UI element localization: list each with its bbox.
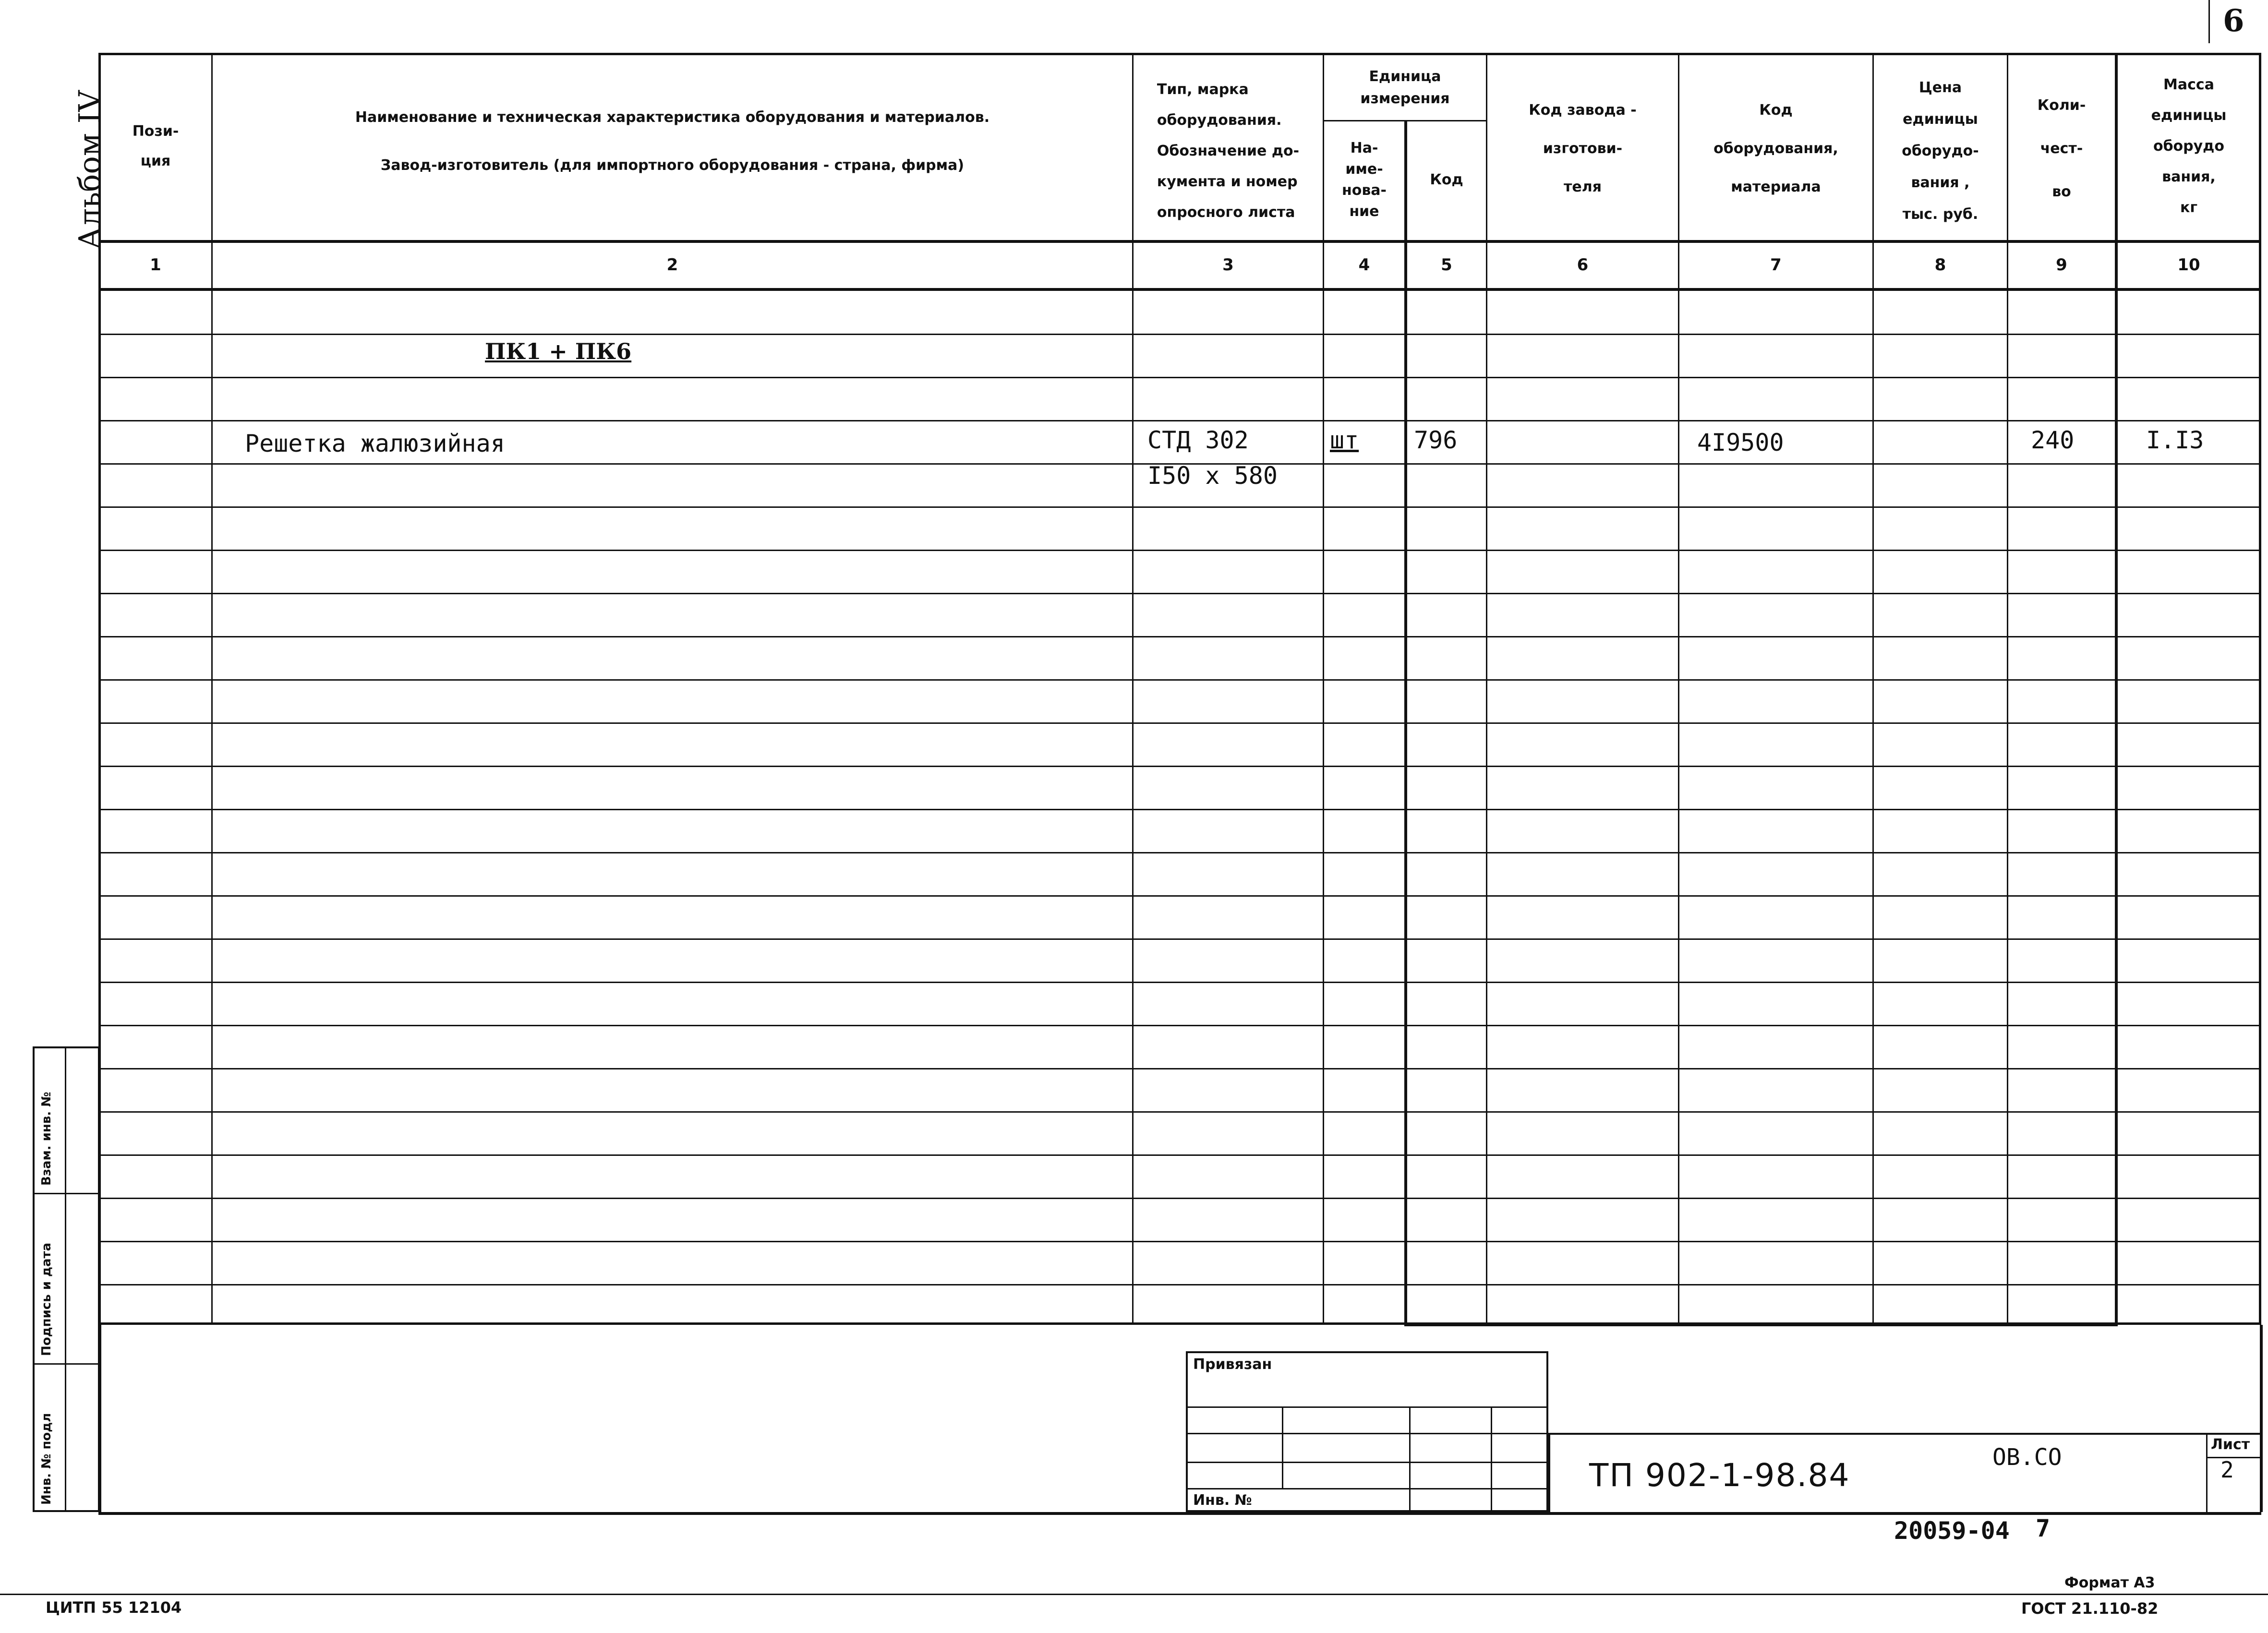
item-equipment-code: 4I9500 xyxy=(1697,429,1784,456)
header-type: Тип, марка оборудования. Обозначение до- кумента и номер опросного листа xyxy=(1157,81,1300,221)
binding-privyazan: Привязан xyxy=(1193,1356,1272,1373)
table-row-line xyxy=(98,679,2261,681)
table-row-line xyxy=(98,334,2261,335)
item-type-line1: СТД 302 xyxy=(1147,426,1249,454)
binding-inv-no: Инв. № xyxy=(1193,1492,1252,1509)
table-row-line xyxy=(98,982,2261,983)
table-row-line xyxy=(98,809,2261,810)
header-equipment-code: Код оборудования, материала xyxy=(1713,102,1838,195)
table-row-line xyxy=(98,1154,2261,1156)
colnum-bottom-line xyxy=(98,288,2261,291)
table-row-line xyxy=(98,550,2261,551)
header-mass: Масса единицы оборудо вания, кг xyxy=(2151,76,2227,216)
colnum-3: 3 xyxy=(1222,255,1234,275)
item-unit-name: шт xyxy=(1330,426,1359,454)
header-quantity: Коли- чест- во xyxy=(2037,97,2086,200)
binding-line-3 xyxy=(1186,1462,1548,1463)
doc-code: ОВ.СО xyxy=(1992,1444,2062,1471)
binding-vline-2 xyxy=(1409,1406,1411,1512)
header-unit-group: Единица измерения xyxy=(1360,68,1450,107)
header-maker-code: Код завода - изготови- теля xyxy=(1529,102,1637,195)
table-row-line xyxy=(98,1198,2261,1199)
side-inv-label: Инв. № подл xyxy=(39,1413,54,1505)
sheet-divider xyxy=(2206,1433,2208,1512)
section-title: ПК1 + ПК6 xyxy=(485,338,632,364)
binding-line-4 xyxy=(1186,1488,1548,1489)
side-vzam-label: Взам. инв. № xyxy=(39,1092,54,1186)
page-corner-number: 6 xyxy=(2223,3,2244,39)
archive-number: 20059-04 xyxy=(1894,1517,2010,1545)
table-row-line xyxy=(98,636,2261,637)
header-price: Цена единицы оборудо- вания , тыс. руб. xyxy=(1902,79,1979,223)
side-stamp-divider xyxy=(65,1046,66,1512)
colnum-4: 4 xyxy=(1358,255,1370,275)
header-unit-name: На- име- нова- ние xyxy=(1341,140,1387,220)
gost-label: ГОСТ 21.110-82 xyxy=(2021,1599,2159,1618)
album-label: Альбом IV xyxy=(72,90,107,250)
colnum-1: 1 xyxy=(150,255,161,275)
colnum-6: 6 xyxy=(1577,255,1589,275)
colnum-2: 2 xyxy=(666,255,678,275)
binding-vline-1 xyxy=(1282,1406,1283,1488)
table-row-line xyxy=(98,1284,2261,1285)
corner-divider xyxy=(2208,0,2210,43)
binding-vline-3 xyxy=(1491,1406,1492,1512)
publisher-label: ЦИТП 55 12104 xyxy=(46,1598,182,1617)
colnum-5: 5 xyxy=(1441,255,1452,275)
table-row-line xyxy=(98,722,2261,724)
item-mass: I.I3 xyxy=(2146,426,2204,454)
side-stamp-row1 xyxy=(33,1193,100,1194)
colnum-9: 9 xyxy=(2056,255,2067,275)
header-unit-code: Код xyxy=(1430,171,1463,188)
table-row-line xyxy=(98,377,2261,378)
table-row-line xyxy=(98,852,2261,853)
table-row-line xyxy=(98,1025,2261,1026)
binding-line-1 xyxy=(1186,1406,1548,1408)
header-position: Пози- ция xyxy=(132,123,179,169)
table-row-line xyxy=(98,1111,2261,1113)
archive-page: 7 xyxy=(2036,1514,2051,1542)
table-row-line xyxy=(98,506,2261,508)
title-bottom-line xyxy=(98,1512,2261,1515)
colnum-10: 10 xyxy=(2177,255,2200,275)
codes-bracket-bottom xyxy=(1404,1323,2118,1326)
side-podpis-label: Подпись и дата xyxy=(39,1242,54,1356)
item-name: Решетка жалюзийная xyxy=(245,430,505,457)
title-left-line xyxy=(98,1325,101,1512)
footer-rule xyxy=(0,1594,2268,1595)
header-name: Наименование и техническая характеристика оборудования и материалов. Завод-изготовитель (для импортного оборудования - страна, фирма) xyxy=(355,109,990,174)
table-row-line xyxy=(98,420,2261,421)
sheet-label: Лист xyxy=(2211,1436,2250,1453)
table-row-line xyxy=(98,895,2261,897)
doc-number: ТП 902-1-98.84 xyxy=(1589,1457,1850,1494)
table-row-line xyxy=(98,1068,2261,1069)
sheet-number: 2 xyxy=(2220,1457,2234,1483)
colnum-7: 7 xyxy=(1770,255,1782,275)
binding-line-2 xyxy=(1186,1433,1548,1434)
format-label: Формат А3 xyxy=(2064,1574,2155,1591)
item-quantity: 240 xyxy=(2031,426,2075,454)
item-type-line2: I50 x 580 xyxy=(1147,462,1278,490)
item-unit-code: 796 xyxy=(1414,426,1458,454)
table-row-line xyxy=(98,593,2261,594)
table-row-line xyxy=(98,766,2261,767)
table-row-line xyxy=(98,1241,2261,1242)
table-row-line xyxy=(98,938,2261,940)
side-stamp-row2 xyxy=(33,1363,100,1365)
colnum-8: 8 xyxy=(1934,255,1946,275)
